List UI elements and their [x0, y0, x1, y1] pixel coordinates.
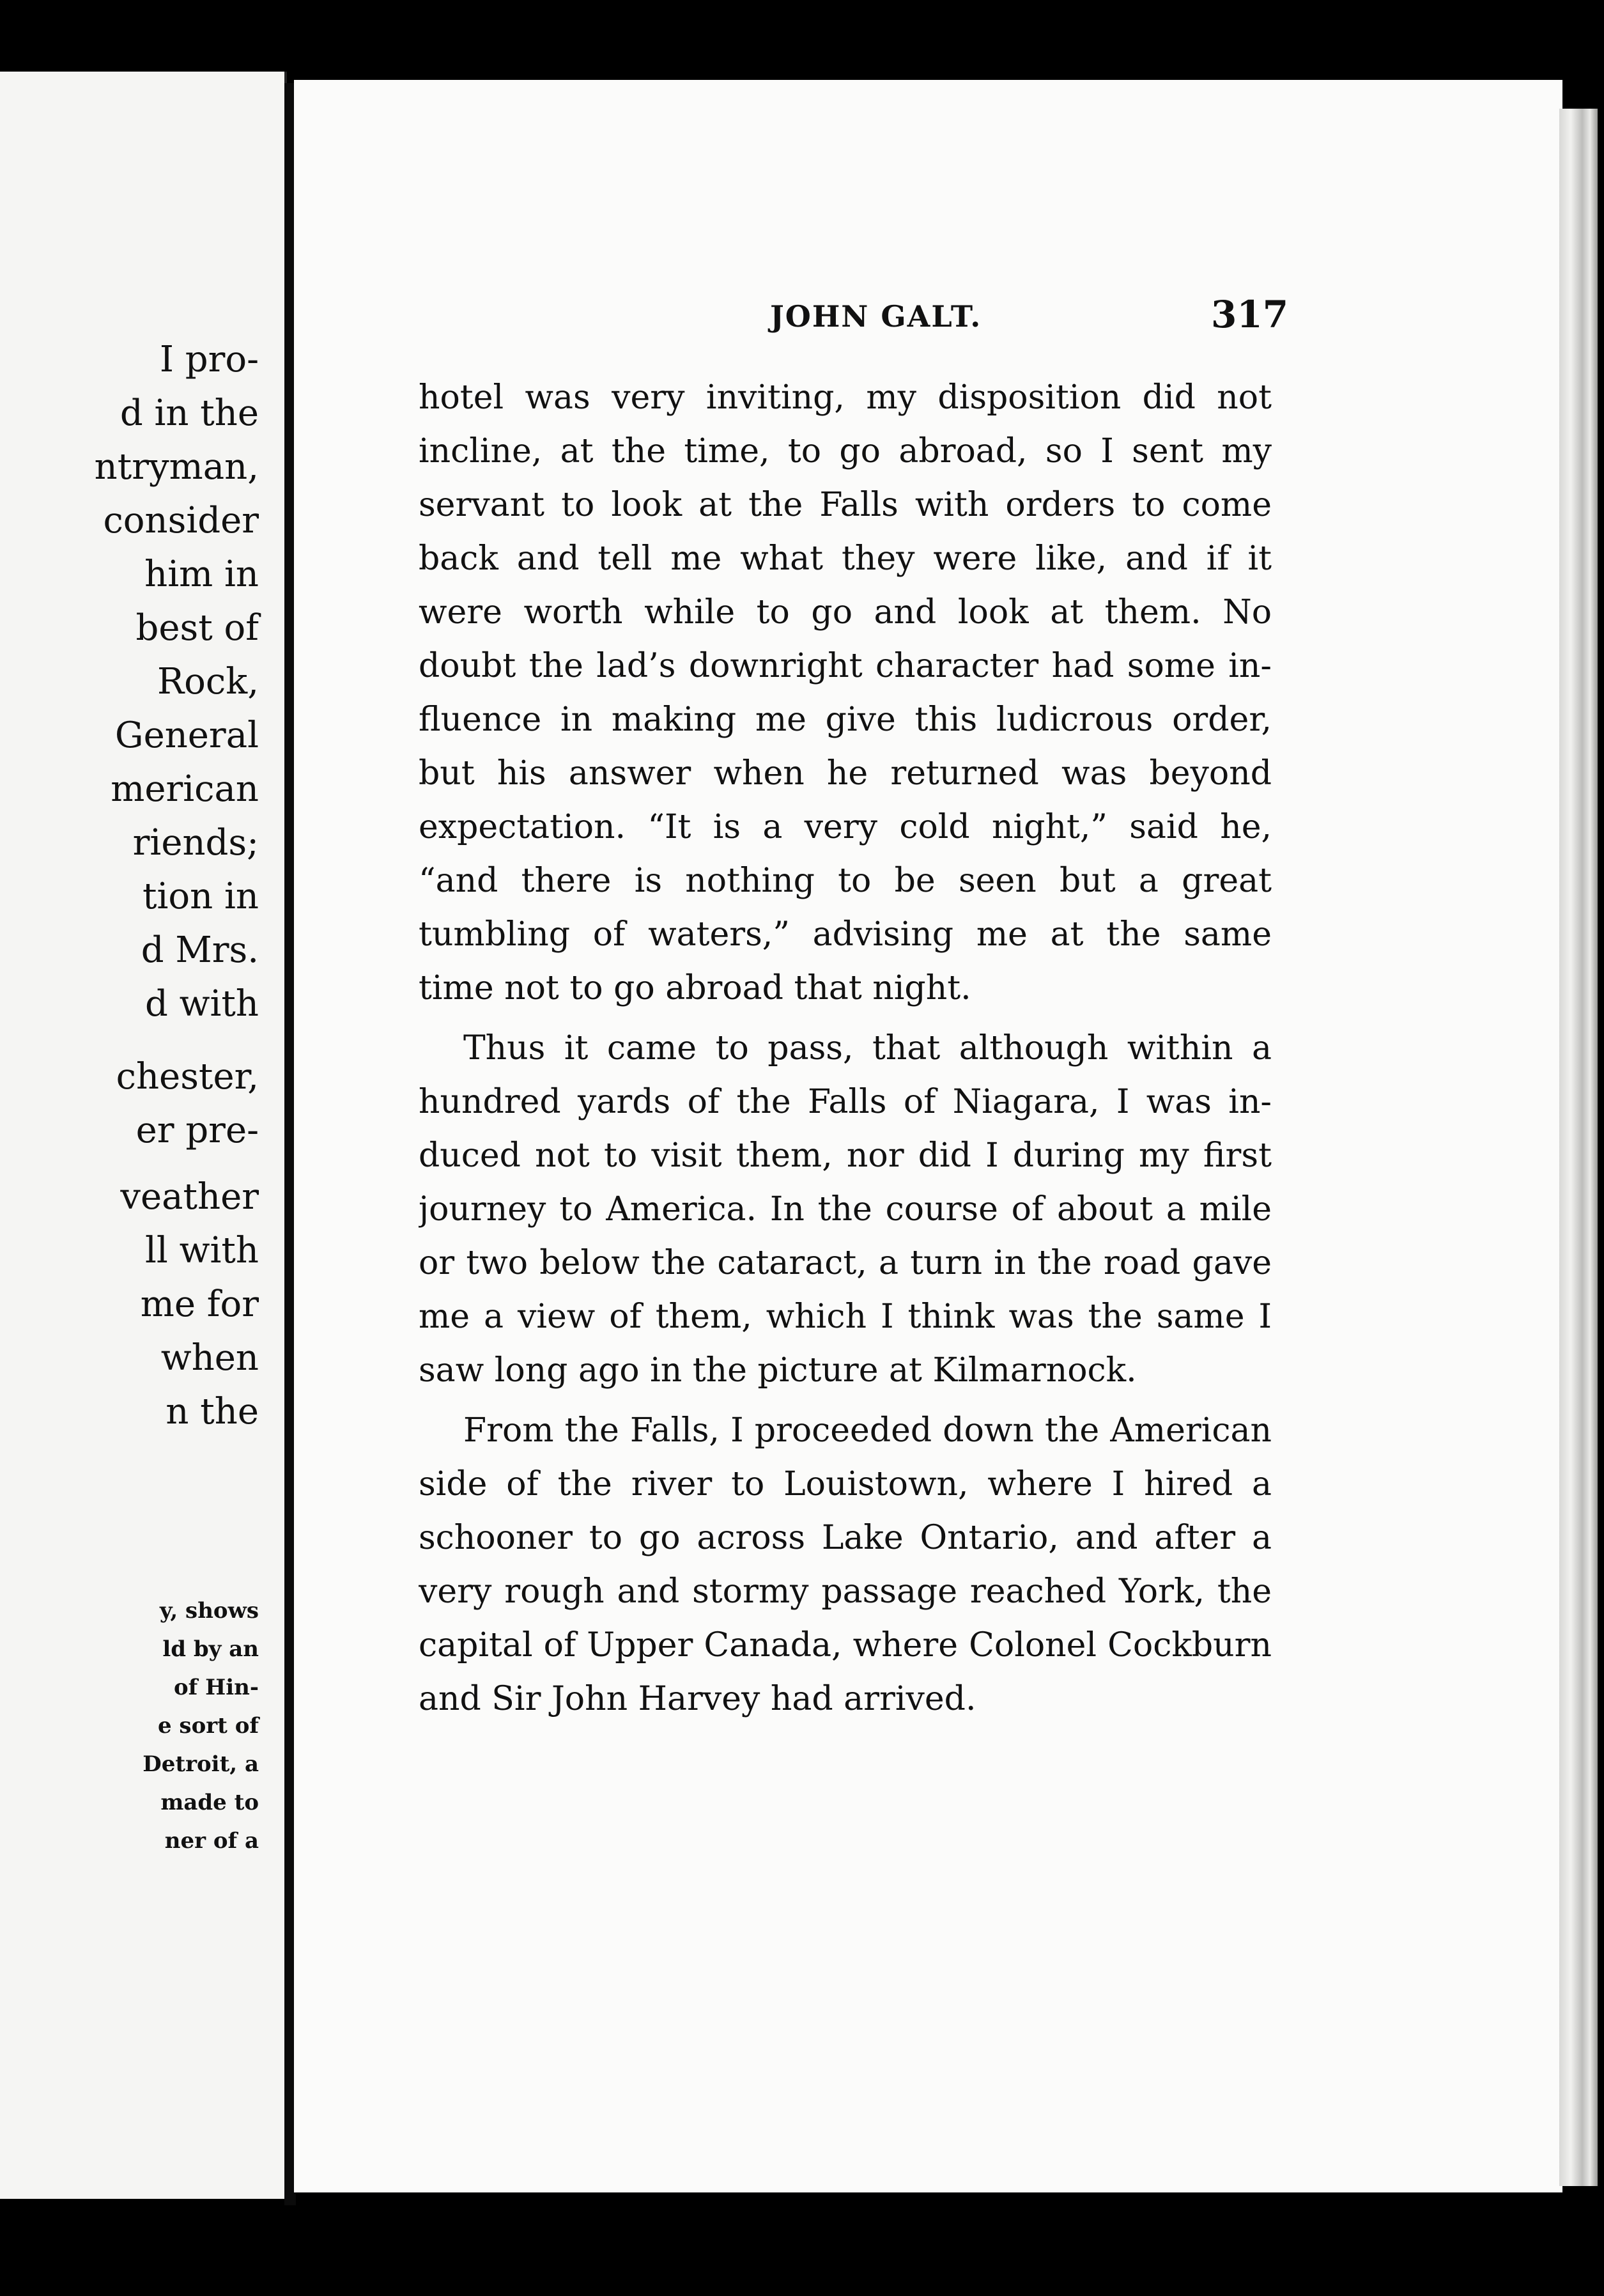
- text-line: journey to America. In the course of about a mile: [419, 1190, 1272, 1229]
- left-page-line: er pre-: [135, 1110, 259, 1151]
- left-page-footnote-line: ld by an: [162, 1636, 259, 1662]
- text-line: servant to look at the Falls with orders to come: [419, 486, 1272, 524]
- left-page-line: me for: [140, 1284, 259, 1325]
- left-page-line: ll with: [144, 1230, 259, 1271]
- text-line: hotel was very inviting, my disposition did not: [419, 378, 1272, 417]
- text-line: duced not to visit them, nor did I during my first: [419, 1136, 1272, 1175]
- text-line: or two below the cataract, a turn in the road gave: [419, 1244, 1272, 1282]
- left-page-line: Rock,: [157, 661, 259, 702]
- text-line: doubt the lad’s downright character had some in-: [419, 647, 1272, 685]
- left-page-footnote-line: Detroit, a: [143, 1751, 259, 1777]
- text-line: schooner to go across Lake Ontario, and after a: [419, 1519, 1272, 1557]
- left-page-line: d in the: [120, 392, 259, 434]
- left-page-line: best of: [135, 607, 259, 649]
- text-line: were worth while to go and look at them. No: [419, 593, 1272, 632]
- left-page-line: n the: [166, 1391, 259, 1432]
- text-line: back and tell me what they were like, and if it: [419, 539, 1272, 578]
- text-line: side of the river to Louistown, where I hired a: [419, 1465, 1272, 1503]
- text-line: very rough and stormy passage reached York, the: [419, 1572, 1272, 1611]
- text-line: me a view of them, which I think was the same I: [419, 1298, 1272, 1336]
- body-text: [419, 371, 1272, 1726]
- left-page-line: riends;: [132, 822, 259, 864]
- text-line: From the Falls, I proceeded down the American: [463, 1411, 1272, 1450]
- paragraph-gap: [419, 1397, 1272, 1404]
- text-line: but his answer when he returned was beyond: [419, 754, 1272, 793]
- left-page-line: veather: [120, 1176, 259, 1218]
- left-page: [0, 72, 287, 2199]
- text-line: saw long ago in the picture at Kilmarnock.: [419, 1351, 1137, 1390]
- left-page-line: when: [160, 1337, 259, 1379]
- text-line: “and there is nothing to be seen but a great: [419, 862, 1272, 900]
- text-line: and Sir John Harvey had arrived.: [419, 1680, 976, 1718]
- text-line: hundred yards of the Falls of Niagara, I was in-: [419, 1083, 1272, 1121]
- text-line: expectation. “It is a very cold night,” said he,: [419, 808, 1272, 846]
- page-edge: [1559, 109, 1598, 2186]
- left-page-footnote-line: of Hin-: [173, 1675, 259, 1700]
- left-page-line: d Mrs.: [141, 929, 259, 971]
- left-page-footnote-line: ner of a: [164, 1828, 259, 1854]
- left-page-footnote-line: e sort of: [157, 1713, 259, 1739]
- left-page-line: consider: [103, 500, 259, 541]
- text-line: tumbling of waters,” advising me at the same: [419, 915, 1272, 954]
- left-page-line: General: [114, 715, 259, 756]
- text-line: fluence in making me give this ludicrous order,: [419, 701, 1272, 739]
- left-page-footnote-line: made to: [160, 1790, 259, 1815]
- text-line: incline, at the time, to go abroad, so I sent my: [419, 432, 1272, 470]
- left-page-line: chester,: [116, 1056, 259, 1098]
- text-line: time not to go abroad that night.: [419, 969, 971, 1007]
- left-page-line: d with: [144, 983, 259, 1025]
- page-number: 317: [1211, 293, 1289, 336]
- left-page-line: ntryman,: [94, 446, 259, 488]
- running-head: JOHN GALT.: [770, 299, 982, 334]
- left-page-line: tion in: [143, 876, 259, 917]
- text-line: Thus it came to pass, that although within a: [463, 1029, 1272, 1067]
- left-page-footnote-line: y, shows: [159, 1598, 259, 1624]
- left-page-line: merican: [111, 768, 259, 810]
- left-page-line: I pro-: [159, 339, 259, 380]
- paragraph-gap: [419, 1015, 1272, 1021]
- left-page-line: him in: [144, 554, 259, 595]
- text-line: capital of Upper Canada, where Colonel Cockburn: [419, 1626, 1272, 1664]
